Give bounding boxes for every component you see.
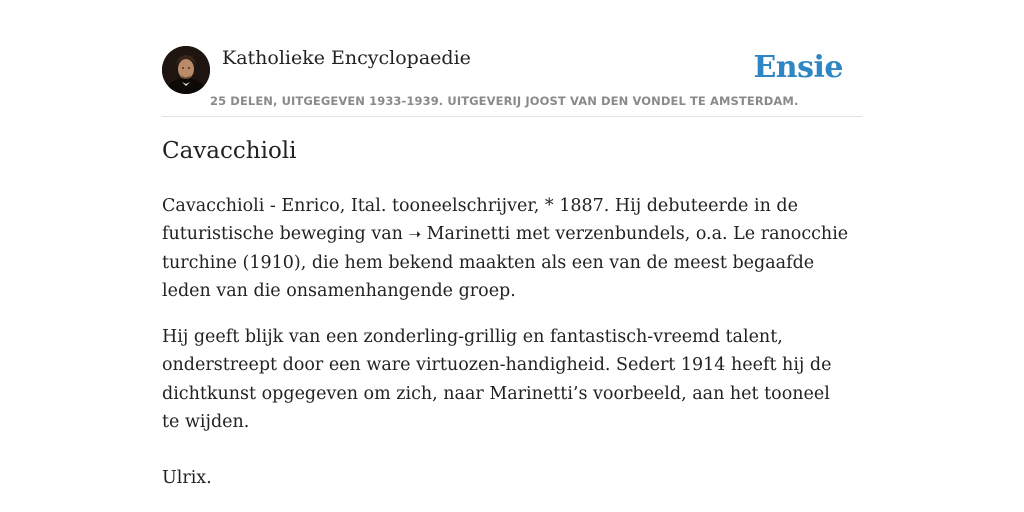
site-header [162,46,862,117]
encyclopedia-title-link[interactable]: Katholieke Encyclopaedie [222,47,471,69]
article-body [162,192,852,511]
marinetti-link[interactable]: Marinetti [426,224,511,245]
article-title: Cavacchioli [162,138,297,164]
reference-arrow-icon: ➝ [408,225,422,244]
article-paragraph [162,192,852,305]
paragraph-text: Cavacchioli - Enrico, Ital. tooneelschrijver, * 1887. Hij debuteerde in de futuristische beweging van [162,196,798,245]
portrait-avatar-icon[interactable] [162,46,210,94]
author-signature: Ulrix. [162,468,212,489]
ensie-logo[interactable]: Ensie [753,50,843,85]
encyclopedia-meta: 25 DELEN, UITGEGEVEN 1933-1939. UITGEVERIJ JOOST VAN DEN VONDEL TE AMSTERDAM. [210,94,799,108]
paragraph-text: met verzenbundels, o.a. Le ranocchie turchine (1910), die hem bekend maakten als een van de meest begaafde leden van die onsamenhangende groep. [162,224,849,301]
article-paragraph: Hij geeft blijk van een zonderling-grillig en fantastisch-vreemd talent, onderstreept door een ware virtuozen-handigheid. Sedert 1914 heeft hij de dichtkunst opgegeven om zich, naar Marinetti’s voorbeeld, aan het tooneel te wijden. [162,327,832,433]
